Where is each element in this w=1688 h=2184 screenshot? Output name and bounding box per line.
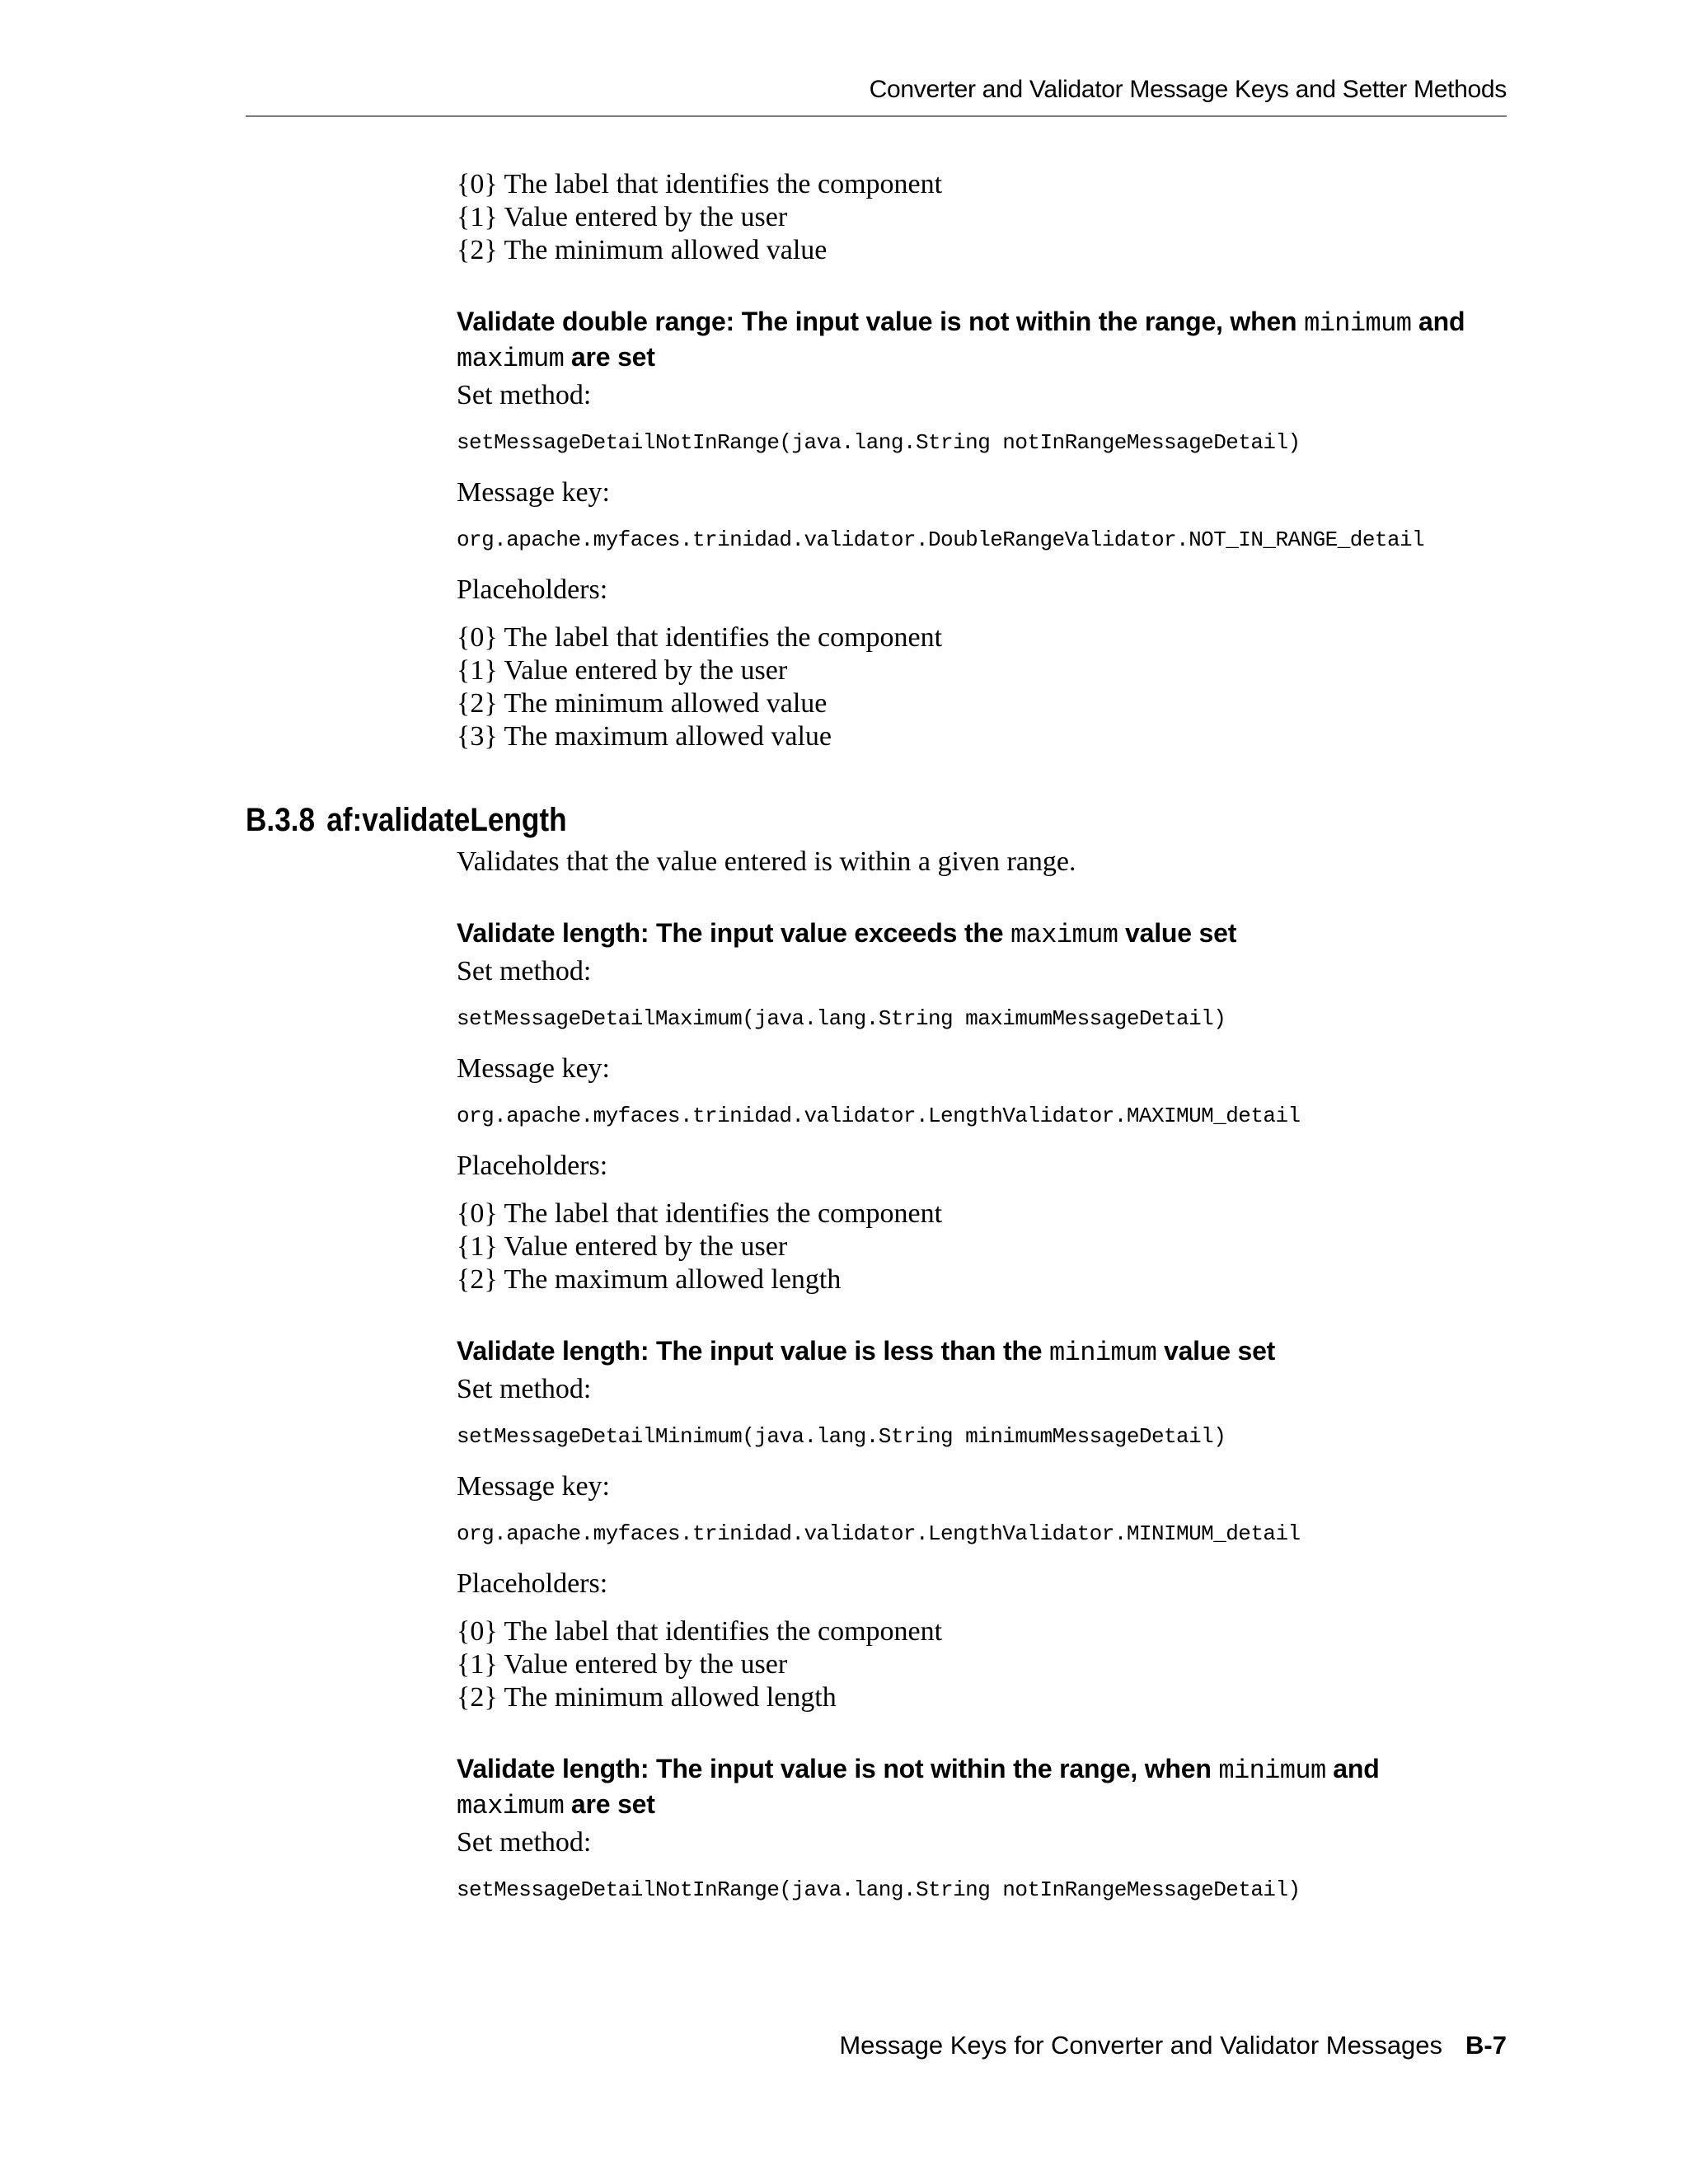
placeholder-item: {3} The maximum allowed value: [457, 721, 832, 752]
set-method-label: Set method:: [457, 1374, 592, 1404]
subheading-text: and: [1325, 1754, 1380, 1783]
subheading-text: Validate length: The input value exceeds the: [457, 918, 1011, 948]
footer-text: Message Keys for Converter and Validator Messages: [839, 2031, 1443, 2060]
subheading-length-maximum: [457, 916, 1528, 952]
placeholders-label: Placeholders:: [457, 1151, 608, 1181]
message-key-label: Message key:: [457, 1471, 611, 1502]
subheading-text: are set: [564, 1789, 655, 1819]
subheading-code: maximum: [1010, 920, 1118, 950]
set-method-code: setMessageDetailMaximum(java.lang.String maximumMessageDetail): [457, 1006, 1226, 1031]
page-number: B-7: [1465, 2031, 1507, 2060]
placeholder-item: {0} The label that identifies the component: [457, 1198, 943, 1229]
subheading-length-not-in-range: [457, 1752, 1528, 1823]
subheading-text: and: [1411, 307, 1465, 336]
subheading-double-range-not-in-range: [457, 305, 1528, 376]
top-placeholders-list: [457, 168, 1528, 267]
set-method-code: setMessageDetailNotInRange(java.lang.String notInRangeMessageDetail): [457, 430, 1301, 455]
section-intro: Validates that the value entered is within a given range.: [457, 846, 1076, 877]
placeholder-item: {1} Value entered by the user: [457, 202, 788, 232]
subheading-code: maximum: [457, 1791, 565, 1821]
placeholder-item: {0} The label that identifies the component: [457, 1616, 943, 1647]
section-number: B.3.8: [246, 802, 316, 838]
placeholders-list: [457, 1197, 1528, 1296]
placeholder-item: {1} Value entered by the user: [457, 1649, 788, 1680]
page-footer: [839, 2031, 1507, 2060]
placeholder-item: {1} Value entered by the user: [457, 655, 788, 686]
subheading-text: Validate length: The input value is not within the range, when: [457, 1754, 1219, 1783]
placeholder-item: {2} The minimum allowed value: [457, 688, 828, 719]
placeholder-item: {1} Value entered by the user: [457, 1231, 788, 1262]
placeholder-item: {2} The maximum allowed length: [457, 1264, 842, 1295]
message-key-label: Message key:: [457, 1053, 611, 1084]
placeholder-item: {2} The minimum allowed length: [457, 1682, 837, 1713]
subheading-code: minimum: [1049, 1338, 1157, 1368]
subheading-text: Validate double range: The input value is not within the range, when: [457, 307, 1305, 336]
subheading-code: maximum: [457, 344, 565, 374]
page-header: [246, 71, 1507, 117]
subheading-text: value set: [1118, 918, 1237, 948]
set-method-label: Set method:: [457, 1827, 592, 1858]
placeholder-item: {0} The label that identifies the component: [457, 169, 943, 199]
subheading-code: minimum: [1304, 308, 1412, 339]
running-title: Converter and Validator Message Keys and Setter Methods: [869, 76, 1507, 103]
subheading-text: Validate length: The input value is less than the: [457, 1336, 1050, 1366]
set-method-label: Set method:: [457, 956, 592, 987]
placeholder-item: {0} The label that identifies the component: [457, 622, 943, 653]
subheading-length-minimum: [457, 1334, 1528, 1370]
set-method-code: setMessageDetailMinimum(java.lang.String minimumMessageDetail): [457, 1424, 1226, 1449]
placeholders-list: [457, 621, 1528, 753]
set-method-code: setMessageDetailNotInRange(java.lang.String notInRangeMessageDetail): [457, 1877, 1301, 1902]
placeholders-label: Placeholders:: [457, 1568, 608, 1599]
subheading-text: value set: [1156, 1336, 1276, 1366]
placeholders-list: [457, 1615, 1528, 1714]
message-key-code: org.apache.myfaces.trinidad.validator.LengthValidator.MINIMUM_detail: [457, 1521, 1301, 1546]
set-method-label: Set method:: [457, 380, 592, 410]
message-key-code: org.apache.myfaces.trinidad.validator.DoubleRangeValidator.NOT_IN_RANGE_detail: [457, 527, 1425, 552]
main-content: [246, 168, 1528, 1902]
placeholders-label: Placeholders:: [457, 574, 608, 605]
section-title: af:validateLength: [326, 802, 567, 838]
message-key-label: Message key:: [457, 477, 611, 508]
subheading-code: minimum: [1218, 1755, 1326, 1786]
section-heading: [246, 799, 1189, 841]
placeholder-item: {2} The minimum allowed value: [457, 235, 828, 265]
subheading-text: are set: [564, 342, 655, 372]
message-key-code: org.apache.myfaces.trinidad.validator.LengthValidator.MAXIMUM_detail: [457, 1104, 1301, 1128]
